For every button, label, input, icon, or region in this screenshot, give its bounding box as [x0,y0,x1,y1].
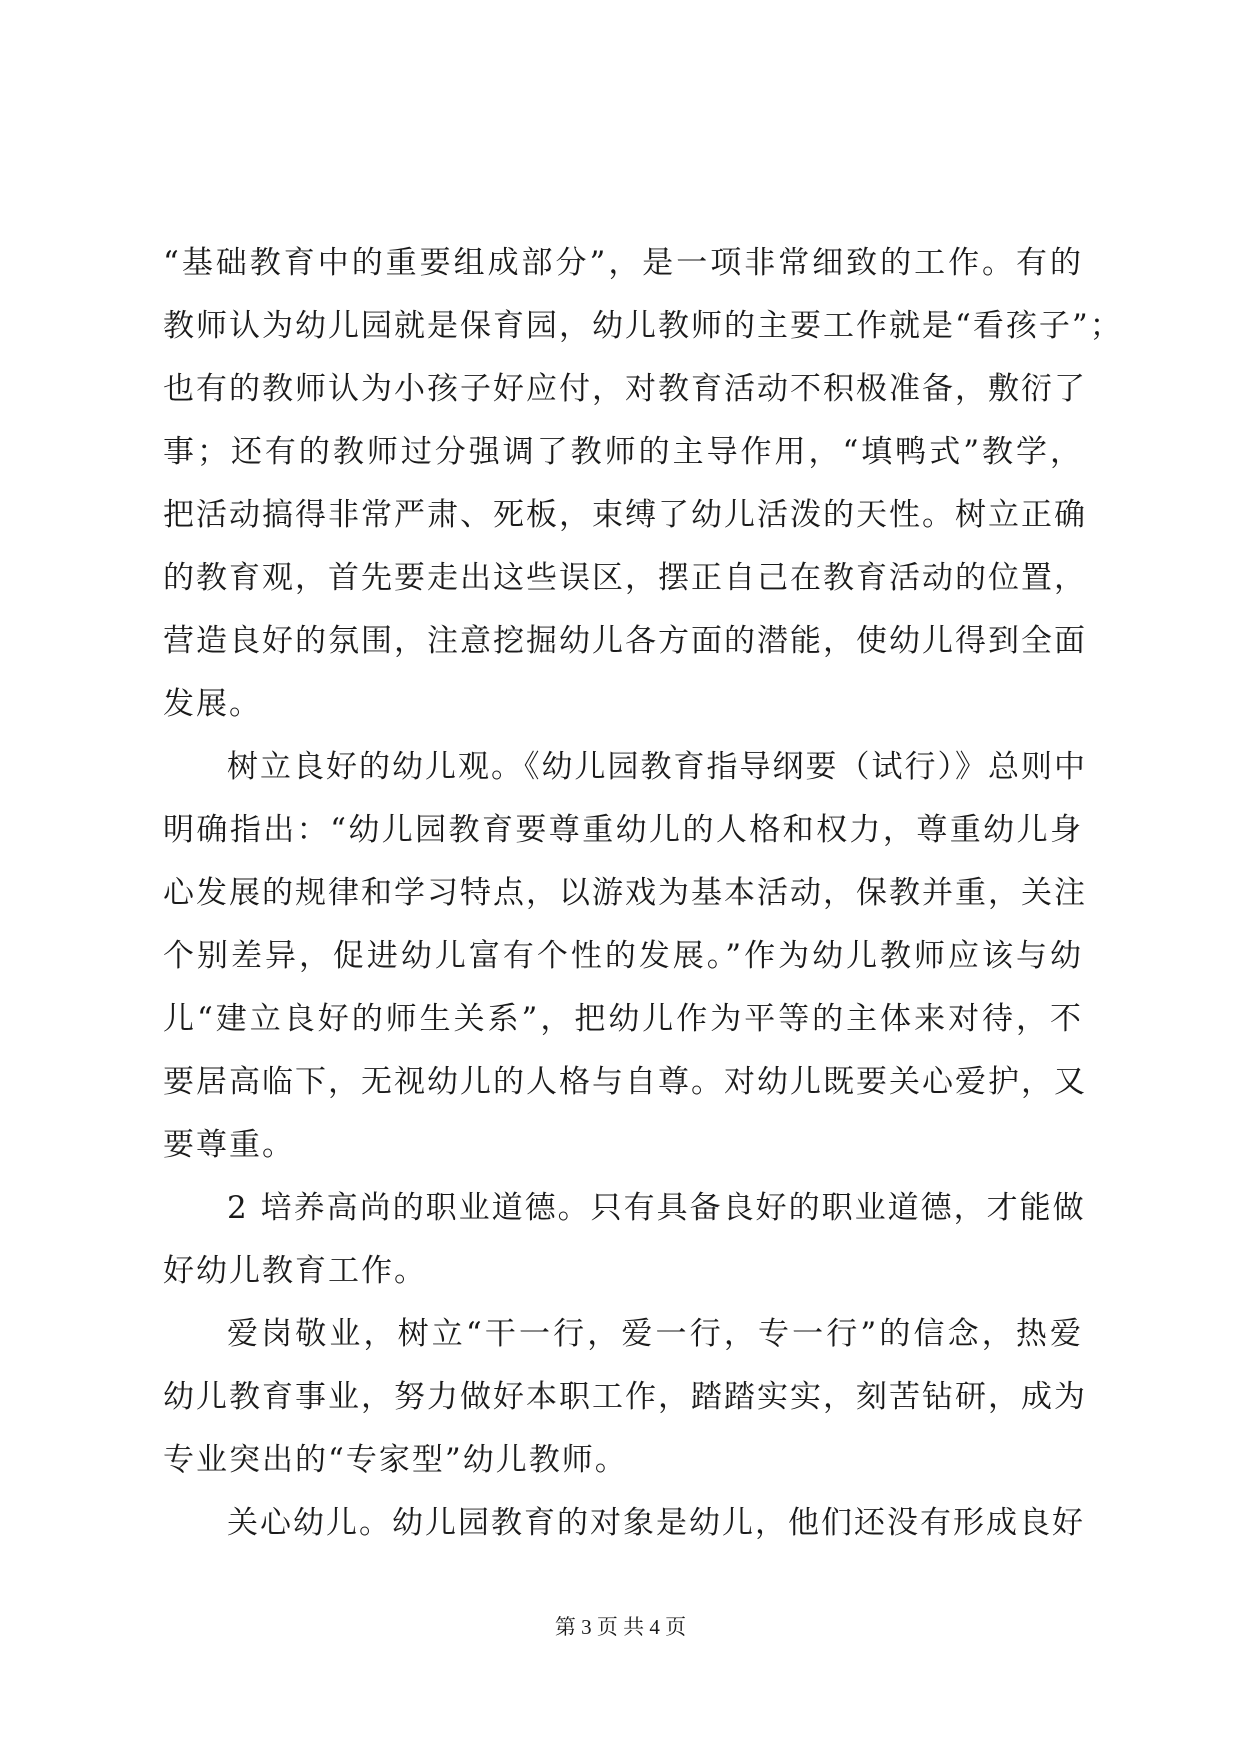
text-line: 好幼儿教育工作。 [163,1253,427,1289]
paragraph-first-line: 树立良好的幼儿观。《幼儿园教育指导纲要（试行）》总则中 [227,749,1087,785]
text-line: 幼儿教育事业，努力做好本职工作，踏踏实实，刻苦钻研，成为 [163,1379,1087,1415]
text-line: 事；还有的教师过分强调了教师的主导作用，“填鸭式”教学， [163,434,1083,470]
page-footer [0,1612,1241,1642]
text-line: 也有的教师认为小孩子好应付，对教育活动不积极准备，敷衍了 [163,371,1087,407]
body-text [163,232,1123,1555]
paragraph-first-line: 2 培养高尚的职业道德。只有具备良好的职业道德，才能做 [227,1190,1086,1226]
text-line: “基础教育中的重要组成部分”，是一项非常细致的工作。有的 [163,245,1083,281]
text-line: 的教育观，首先要走出这些误区，摆正自己在教育活动的位置， [163,560,1087,596]
text-line: 专业突出的“专家型”幼儿教师。 [163,1442,628,1478]
text-line: 教师认为幼儿园就是保育园，幼儿教师的主要工作就是“看孩子”； [163,308,1123,344]
text-line: 儿“建立良好的师生关系”，把幼儿作为平等的主体来对待，不 [163,1001,1083,1037]
text-line: 把活动搞得非常严肃、死板，束缚了幼儿活泼的天性。树立正确 [163,497,1087,533]
text-line: 要尊重。 [163,1127,295,1163]
text-line: 发展。 [163,686,262,722]
text-line: 营造良好的氛围，注意挖掘幼儿各方面的潜能，使幼儿得到全面 [163,623,1087,659]
text-line: 明确指出：“幼儿园教育要尊重幼儿的人格和权力，尊重幼儿身 [163,812,1083,848]
paragraph-first-line: 关心幼儿。幼儿园教育的对象是幼儿，他们还没有形成良好 [227,1505,1085,1541]
text-line: 心发展的规律和学习特点，以游戏为基本活动，保教并重，关注 [163,875,1087,911]
paragraph-first-line: 爱岗敬业，树立“干一行，爱一行，专一行”的信念，热爱 [227,1316,1083,1352]
page-number-label: 第 3 页 共 4 页 [554,1615,687,1639]
text-line: 要居高临下，无视幼儿的人格与自尊。对幼儿既要关心爱护，又 [163,1064,1087,1100]
text-line: 个别差异，促进幼儿富有个性的发展。”作为幼儿教师应该与幼 [163,938,1083,974]
